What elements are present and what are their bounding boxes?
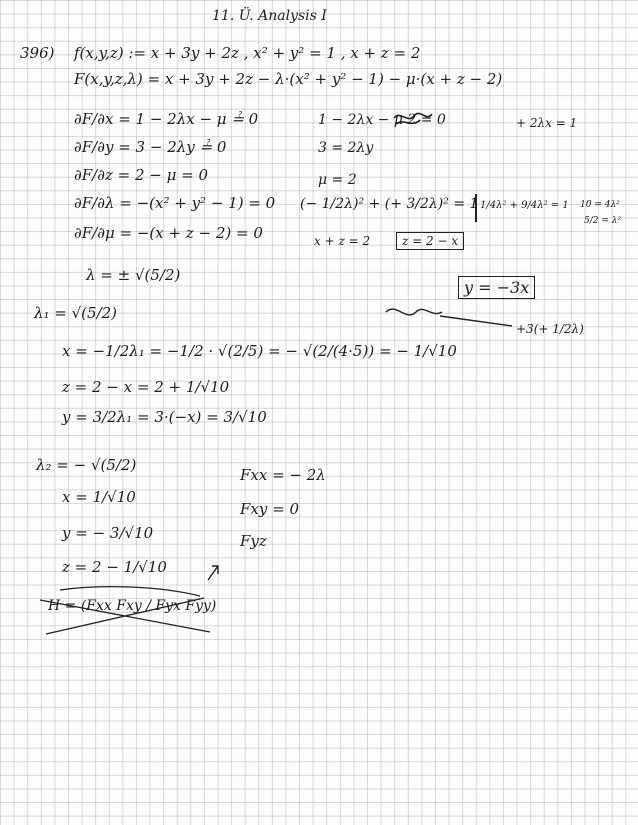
side-note-1: 10 = 4λ² [580, 200, 620, 210]
case1-y: y = 3/2λ₁ = 3·(−x) = 3/√10 [62, 408, 267, 426]
xz-constraint: x + z = 2 [314, 234, 371, 248]
partial-z: ∂F/∂z = 2 − μ = 0 [74, 166, 209, 184]
scratch-scribble [386, 309, 512, 326]
y-boxed: y = −3x [458, 276, 535, 299]
function-definition: f(x,y,z) := x + 3y + 2z , x² + y² = 1 , x + z = 2 [74, 44, 421, 62]
scratch-work: +3(+ 1/2λ) [516, 322, 584, 336]
fxy: Fxy = 0 [240, 500, 299, 518]
partial-lambda: ∂F/∂λ = −(x² + y² − 1) = 0 [74, 194, 276, 212]
case1-lambda: λ₁ = √(5/2) [34, 304, 118, 322]
case2-y: y = − 3/√10 [62, 524, 154, 542]
fxx: Fxx = − 2λ [240, 466, 326, 484]
z-boxed: z = 2 − x [396, 232, 464, 250]
case2-z: z = 2 − 1/√10 [62, 558, 167, 576]
page-title: 11. Ü. Analysis I [212, 8, 327, 24]
side-note-2: 5/2 = λ² [584, 216, 622, 226]
constraint-equation: (− 1/2λ)² + (+ 3/2λ)² = 1 [300, 196, 479, 212]
problem-number: 396) [20, 44, 55, 62]
arrow-mark [208, 566, 218, 580]
mu-value: μ = 2 [318, 172, 357, 188]
eq2-right: 3 = 2λy [318, 140, 374, 156]
fyz: Fyz [240, 532, 267, 550]
hessian-note: H = (Fxx Fxy / Fyx Fyy) [48, 598, 217, 614]
partial-y: ∂F/∂y = 3 − 2λy ≟ 0 [74, 138, 227, 156]
partial-x: ∂F/∂x = 1 − 2λx − μ ≟ 0 [74, 110, 259, 128]
lagrangian: F(x,y,z,λ) = x + 3y + 2z − λ·(x² + y² − 1) − μ·(x + z − 2) [74, 70, 503, 88]
constraint-simplified: 1/4λ² + 9/4λ² = 1 [480, 200, 569, 211]
partial-mu: ∂F/∂μ = −(x + z − 2) = 0 [74, 224, 263, 242]
lambda-general: λ = ± √(5/2) [86, 266, 181, 284]
case1-x: x = −1/2λ₁ = −1/2 · √(2/5) = − √(2/(4·5)) = − 1/√10 [62, 342, 457, 360]
case2-x: x = 1/√10 [62, 488, 136, 506]
eq1-note: + 2λx = 1 [516, 116, 578, 130]
eq1-right: 1 − 2λx − μ 2 = 0 [318, 112, 446, 128]
case2-lambda: λ₂ = − √(5/2) [36, 456, 137, 474]
case1-z: z = 2 − x = 2 + 1/√10 [62, 378, 230, 396]
